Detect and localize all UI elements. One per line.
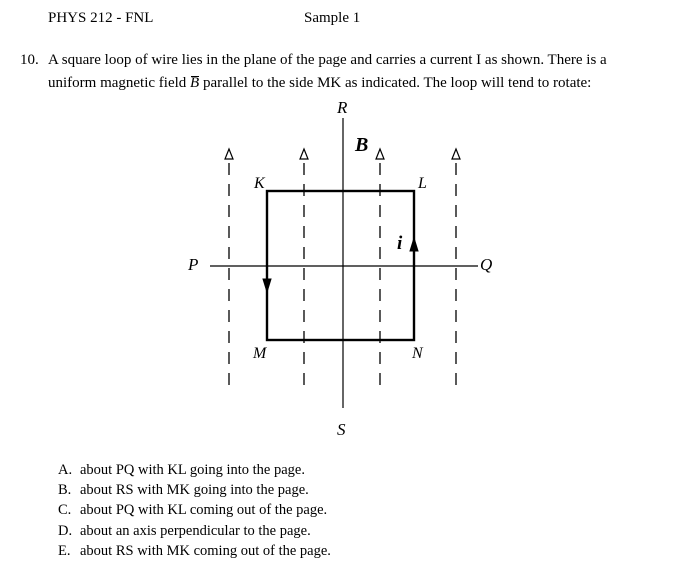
choice-text: about RS with MK going into the page. [80, 482, 309, 499]
label-b-field: B [355, 134, 369, 156]
choice-e [58, 541, 331, 561]
field-line-4 [452, 149, 460, 385]
label-s: S [337, 420, 346, 439]
field-arrowhead [376, 149, 384, 159]
choice-letter: C. [58, 502, 72, 519]
choice-letter: B. [58, 482, 72, 499]
choice-b [58, 480, 331, 500]
choice-letter: D. [58, 522, 73, 539]
field-arrowhead [225, 149, 233, 159]
field-line-1 [225, 149, 233, 385]
field-arrowhead [300, 149, 308, 159]
label-current-i: i [397, 233, 403, 254]
question-text-line2-pre: uniform magnetic field [48, 75, 191, 91]
choice-text: about PQ with KL going into the page. [80, 462, 305, 478]
choice-a [58, 460, 331, 480]
answer-choices [58, 460, 331, 561]
choice-letter: E. [58, 542, 71, 559]
field-arrowhead [452, 149, 460, 159]
label-p: P [188, 255, 199, 274]
current-arrow-mk [263, 279, 271, 292]
choice-d [58, 521, 331, 541]
label-q: Q [480, 255, 493, 274]
question-number: 10. [20, 52, 39, 68]
choice-text: about PQ with KL coming out of the page. [80, 502, 328, 519]
current-arrow-nl [410, 238, 418, 251]
label-l: L [418, 175, 427, 192]
label-n: N [412, 345, 423, 362]
choice-text: about an axis perpendicular to the page. [80, 522, 311, 539]
b-vector-symbol: B [190, 75, 200, 91]
course-header: PHYS 212 - FNL [48, 10, 154, 26]
choice-text: about RS with MK coming out of the page. [80, 542, 331, 559]
field-line-3 [376, 149, 384, 385]
label-m: M [253, 345, 267, 362]
choice-letter: A. [58, 462, 73, 478]
question-text-line2-post: parallel to the side MK as indicated. The loop will tend to rotate: [199, 75, 592, 91]
field-line-2 [300, 149, 308, 385]
question-text-line1: A square loop of wire lies in the plane of the page and carries a current I as shown. There is a [48, 52, 607, 68]
label-k: K [254, 175, 265, 192]
label-r: R [337, 98, 348, 117]
sample-header: Sample 1 [304, 10, 361, 26]
choice-c [58, 500, 331, 520]
